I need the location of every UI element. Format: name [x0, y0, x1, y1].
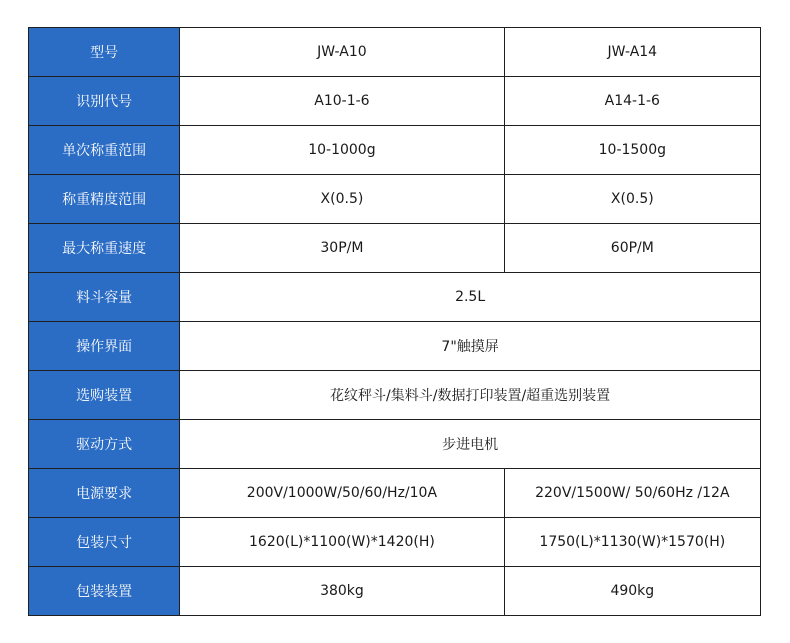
table-row [29, 273, 761, 322]
model-a14-value: A14-1-6 [504, 77, 760, 126]
model-a14-value: X(0.5) [504, 175, 760, 224]
table-row [29, 371, 761, 420]
model-a14-value: 1750(L)*1130(W)*1570(H) [504, 518, 760, 567]
model-a10-value: 200V/1000W/50/60/Hz/10A [180, 469, 504, 518]
table-row [29, 420, 761, 469]
row-label: 电源要求 [29, 469, 180, 518]
table-row [29, 28, 761, 77]
merged-value: 步进电机 [180, 420, 761, 469]
row-label: 料斗容量 [29, 273, 180, 322]
model-a10-value: A10-1-6 [180, 77, 504, 126]
table-row [29, 77, 761, 126]
row-label: 识别代号 [29, 77, 180, 126]
table-row [29, 175, 761, 224]
model-a10-value: 30P/M [180, 224, 504, 273]
table-row [29, 518, 761, 567]
table-row [29, 322, 761, 371]
spec-table [28, 27, 761, 616]
model-a14-value: 220V/1500W/ 50/60Hz /12A [504, 469, 760, 518]
row-label: 驱动方式 [29, 420, 180, 469]
table-row [29, 469, 761, 518]
merged-value: 花纹秤斗/集料斗/数据打印装置/超重选别装置 [180, 371, 761, 420]
model-a10-value: 10-1000g [180, 126, 504, 175]
model-a14-value: 10-1500g [504, 126, 760, 175]
row-label: 单次称重范围 [29, 126, 180, 175]
merged-value: 7"触摸屏 [180, 322, 761, 371]
table-row [29, 126, 761, 175]
model-a10-value: X(0.5) [180, 175, 504, 224]
model-a14-value: 60P/M [504, 224, 760, 273]
row-label: 称重精度范围 [29, 175, 180, 224]
model-a14-value: JW-A14 [504, 28, 760, 77]
row-label: 选购装置 [29, 371, 180, 420]
model-a10-value: JW-A10 [180, 28, 504, 77]
model-a10-value: 380kg [180, 567, 504, 616]
table-row [29, 567, 761, 616]
model-a14-value: 490kg [504, 567, 760, 616]
row-label: 包装尺寸 [29, 518, 180, 567]
row-label: 包装装置 [29, 567, 180, 616]
row-label: 操作界面 [29, 322, 180, 371]
model-a10-value: 1620(L)*1100(W)*1420(H) [180, 518, 504, 567]
merged-value: 2.5L [180, 273, 761, 322]
row-label: 最大称重速度 [29, 224, 180, 273]
row-label: 型号 [29, 28, 180, 77]
table-row [29, 224, 761, 273]
